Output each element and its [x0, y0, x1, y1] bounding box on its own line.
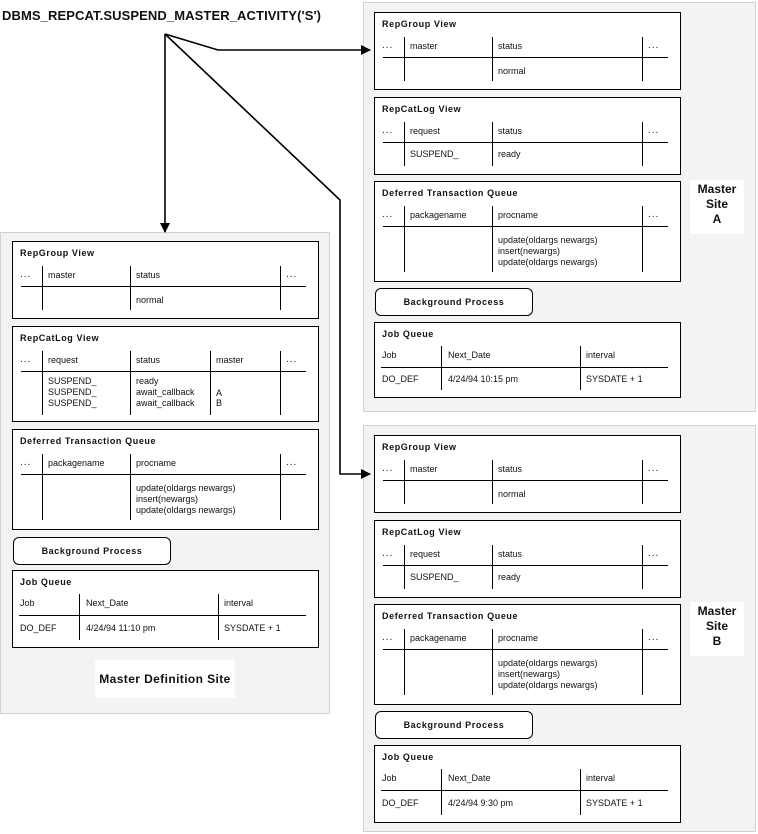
col-header-procname: procname: [498, 633, 539, 643]
col-header-packagename: packagename: [410, 633, 467, 643]
interval-value: SYSDATE + 1: [586, 374, 643, 384]
ellipsis-left: ...: [20, 269, 32, 280]
col-header-status: status: [498, 464, 523, 474]
mds-background-process: Background Process: [13, 537, 171, 565]
col-header-status: status: [136, 355, 161, 365]
col-header-next-date: Next_Date: [448, 773, 491, 783]
deferred-queue-title: Deferred Transaction Queue: [382, 611, 519, 621]
col-header-job: Job: [20, 598, 35, 608]
ellipsis-left: ...: [382, 209, 394, 220]
ellipsis-left: ...: [382, 548, 394, 559]
site-a-background-process: Background Process: [375, 288, 533, 316]
ellipsis-left: ...: [382, 40, 394, 51]
repcatlog-status-value: ready: [498, 572, 521, 582]
interval-value: SYSDATE + 1: [224, 623, 281, 633]
arrow-to-master-site-b: [165, 34, 370, 474]
procname-1: update(oldargs newargs): [136, 483, 236, 493]
job-value: DO_DEF: [20, 623, 57, 633]
ellipsis-right: ...: [648, 548, 660, 559]
next-date-value: 4/24/94 9:30 pm: [448, 798, 514, 808]
ellipsis-left: ...: [382, 463, 394, 474]
procname-3: update(oldargs newargs): [498, 680, 598, 690]
ellipsis-left: ...: [382, 632, 394, 643]
site-label-line: Master: [697, 604, 737, 618]
arrow-to-master-site-a: [165, 34, 370, 50]
col-header-packagename: packagename: [410, 210, 467, 220]
repcatlog-request-value: SUSPEND_: [410, 572, 459, 582]
col-header-status: status: [498, 549, 523, 559]
col-header-master: master: [216, 355, 244, 365]
col-header-master: master: [410, 464, 438, 474]
repgroup-view-title: RepGroup View: [20, 248, 95, 258]
repgroup-status-value: normal: [498, 489, 526, 499]
repcatlog-status-3: await_callback: [136, 398, 195, 408]
col-header-next-date: Next_Date: [86, 598, 129, 608]
col-header-request: request: [410, 549, 441, 559]
repcatlog-request-value: SUSPEND_: [410, 149, 459, 159]
site-label-line: Master: [697, 182, 737, 196]
repgroup-view-title: RepGroup View: [382, 442, 457, 452]
master-definition-site-label: Master Definition Site: [95, 660, 235, 698]
repcatlog-view-title: RepCatLog View: [20, 333, 100, 343]
ellipsis-left: ...: [20, 354, 32, 365]
procname-2: insert(newargs): [498, 246, 561, 256]
ellipsis-right: ...: [648, 40, 660, 51]
procname-1: update(oldargs newargs): [498, 658, 598, 668]
procname-3: update(oldargs newargs): [136, 505, 236, 515]
col-header-request: request: [48, 355, 79, 365]
ellipsis-right: ...: [286, 354, 298, 365]
job-value: DO_DEF: [382, 798, 419, 808]
repcatlog-request-2: SUSPEND_: [48, 387, 97, 397]
next-date-value: 4/24/94 10:15 pm: [448, 374, 519, 384]
procname-1: update(oldargs newargs): [498, 235, 598, 245]
repcatlog-status-value: ready: [498, 149, 521, 159]
col-header-status: status: [498, 126, 523, 136]
job-value: DO_DEF: [382, 374, 419, 384]
repcatlog-view-title: RepCatLog View: [382, 104, 462, 114]
repcatlog-master-3: B: [216, 398, 223, 408]
ellipsis-right: ...: [286, 269, 298, 280]
col-header-master: master: [48, 270, 76, 280]
site-label-line: A: [712, 212, 722, 226]
ellipsis-right: ...: [648, 125, 660, 136]
repcatlog-status-1: ready: [136, 376, 159, 386]
col-header-interval: interval: [586, 773, 616, 783]
ellipsis-right: ...: [648, 632, 660, 643]
repgroup-view-title: RepGroup View: [382, 19, 457, 29]
ellipsis-right: ...: [648, 463, 660, 474]
ellipsis-left: ...: [382, 125, 394, 136]
procname-2: insert(newargs): [498, 669, 561, 679]
col-header-master: master: [410, 41, 438, 51]
col-header-interval: interval: [586, 350, 616, 360]
repcatlog-master-2: A: [216, 388, 223, 398]
repgroup-status-value: normal: [498, 66, 526, 76]
site-label-line: Site: [705, 197, 728, 211]
col-header-job: Job: [382, 773, 397, 783]
interval-value: SYSDATE + 1: [586, 798, 643, 808]
col-header-status: status: [136, 270, 161, 280]
site-label-line: Site: [705, 619, 728, 633]
deferred-queue-title: Deferred Transaction Queue: [20, 436, 157, 446]
procname-2: insert(newargs): [136, 494, 199, 504]
repgroup-status-value: normal: [136, 295, 164, 305]
site-label-line: B: [712, 634, 722, 648]
next-date-value: 4/24/94 11:10 pm: [86, 623, 156, 633]
procname-3: update(oldargs newargs): [498, 257, 598, 267]
repcatlog-view-title: RepCatLog View: [382, 527, 462, 537]
ellipsis-right: ...: [648, 209, 660, 220]
col-header-request: request: [410, 126, 441, 136]
col-header-interval: interval: [224, 598, 254, 608]
repcatlog-request-1: SUSPEND_: [48, 376, 97, 386]
procedure-call-title: DBMS_REPCAT.SUSPEND_MASTER_ACTIVITY('S'): [2, 8, 322, 23]
col-header-next-date: Next_Date: [448, 350, 491, 360]
repcatlog-status-2: await_callback: [136, 387, 195, 397]
repcatlog-request-3: SUSPEND_: [48, 398, 97, 408]
col-header-procname: procname: [136, 458, 177, 468]
ellipsis-right: ...: [286, 457, 298, 468]
deferred-queue-title: Deferred Transaction Queue: [382, 188, 519, 198]
col-header-status: status: [498, 41, 523, 51]
site-b-background-process: Background Process: [375, 711, 533, 739]
job-queue-title: Job Queue: [382, 329, 434, 339]
ellipsis-left: ...: [20, 457, 32, 468]
job-queue-title: Job Queue: [382, 752, 434, 762]
col-header-packagename: packagename: [48, 458, 105, 468]
col-header-procname: procname: [498, 210, 539, 220]
col-header-job: Job: [382, 350, 397, 360]
job-queue-title: Job Queue: [20, 577, 72, 587]
